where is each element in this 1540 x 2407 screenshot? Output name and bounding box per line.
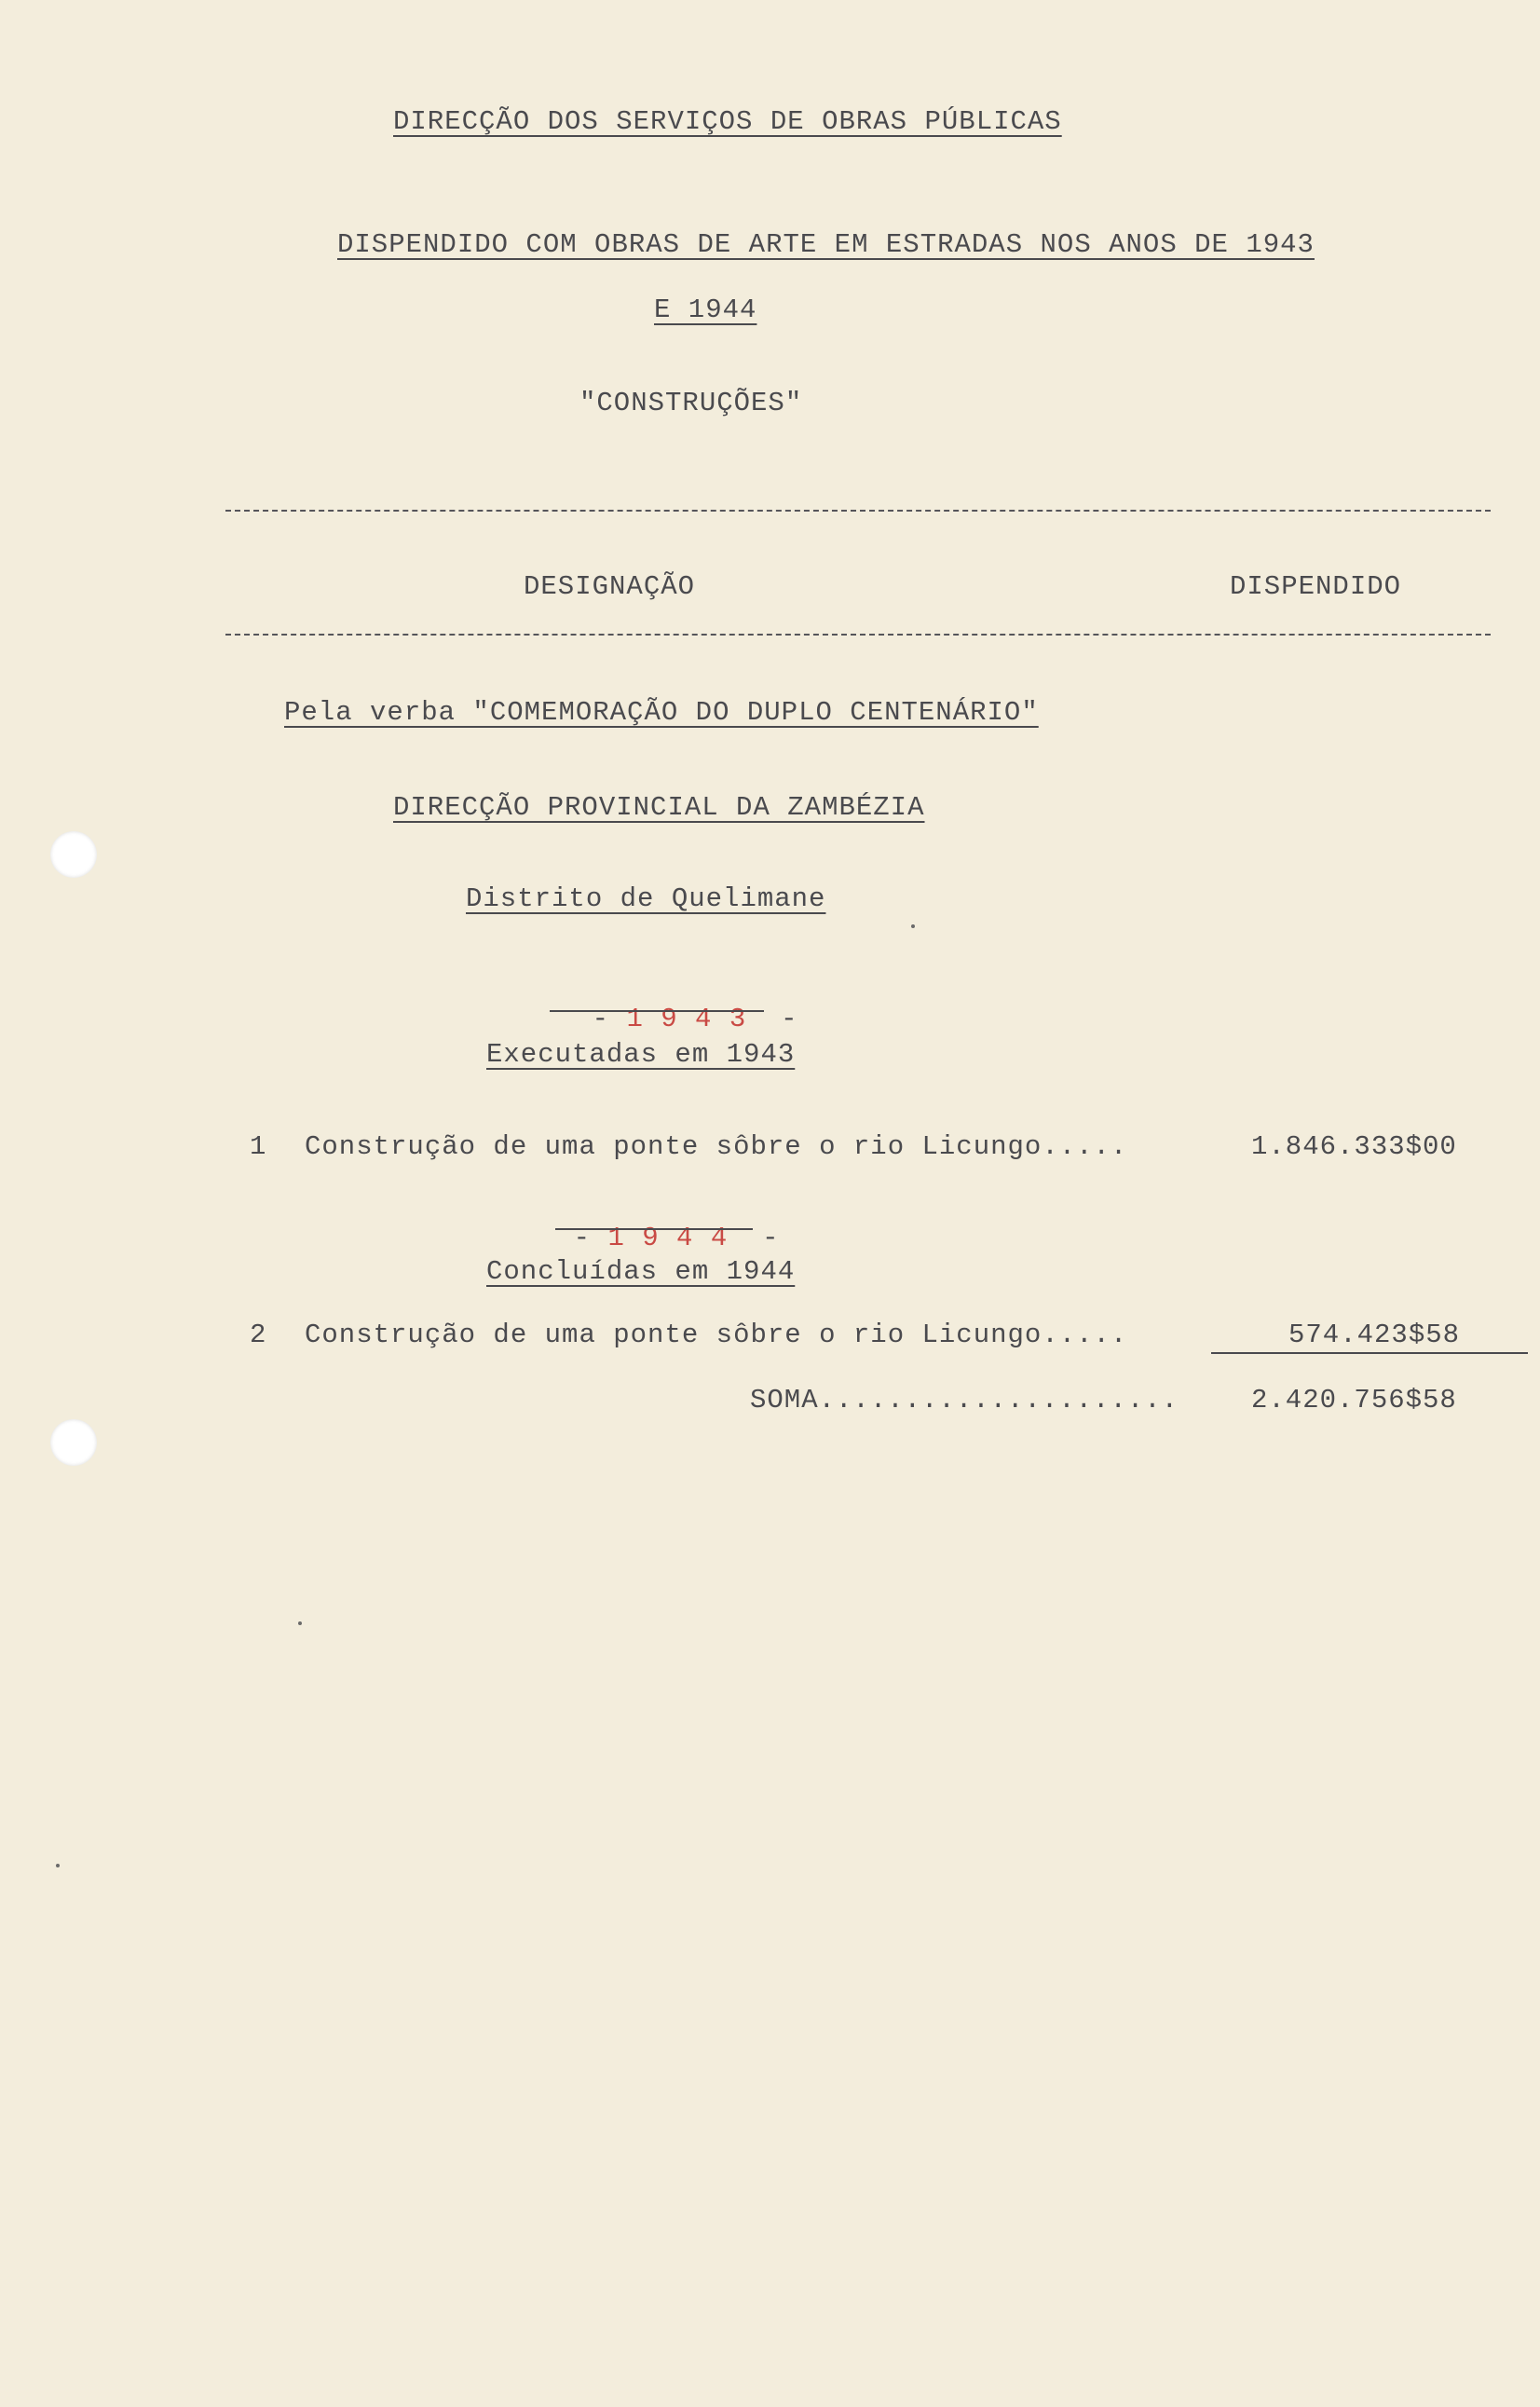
year-marker-1943: - 1 9 4 3 - (592, 1004, 798, 1034)
document-title-line1: DISPENDIDO COM OBRAS DE ARTE EM ESTRADAS NOS ANOS DE 1943 (337, 229, 1315, 260)
document-subtitle: "CONSTRUÇÕES" (579, 388, 803, 418)
year-1944-underline (555, 1228, 753, 1230)
year-1944: 1 9 4 4 (607, 1223, 729, 1253)
section-heading-1944: Concluídas em 1944 (486, 1256, 796, 1287)
department-heading: DIRECÇÃO DOS SERVIÇOS DE OBRAS PÚBLICAS (393, 106, 1062, 137)
item-description-2: Construção de uma ponte sôbre o rio Licungo..... (305, 1320, 1128, 1350)
ink-speck (56, 1864, 60, 1867)
section-heading-1943: Executadas em 1943 (486, 1039, 796, 1070)
punch-hole-bottom (50, 1419, 97, 1466)
total-label: SOMA..................... (750, 1385, 1179, 1415)
total-amount: 2.420.756$58 (1251, 1385, 1457, 1415)
item-number-2: 2 (250, 1320, 267, 1350)
ink-speck (298, 1621, 302, 1625)
punch-hole-top (50, 831, 97, 878)
column-header-designation: DESIGNAÇÃO (524, 571, 696, 602)
table-header-bottom-rule (225, 634, 1491, 636)
year-1943: 1 9 4 3 (626, 1004, 747, 1034)
district-heading: Distrito de Quelimane (466, 883, 826, 914)
ink-speck (911, 924, 915, 928)
document-title-line2: E 1944 (654, 294, 757, 325)
subtotal-rule (1211, 1352, 1528, 1354)
year-1943-underline (550, 1010, 764, 1012)
table-top-rule (225, 510, 1491, 512)
year-marker-1944: - 1 9 4 4 - (573, 1223, 780, 1253)
item-description-1: Construção de uma ponte sôbre o rio Licungo..... (305, 1131, 1128, 1162)
province-heading: DIRECÇÃO PROVINCIAL DA ZAMBÉZIA (393, 792, 925, 823)
funding-line: Pela verba "COMEMORAÇÃO DO DUPLO CENTENÁRIO" (284, 697, 1039, 728)
column-header-amount: DISPENDIDO (1230, 571, 1402, 602)
item-amount-2: 574.423$58 (1288, 1320, 1461, 1350)
item-amount-1: 1.846.333$00 (1251, 1131, 1457, 1162)
item-number-1: 1 (250, 1131, 267, 1162)
